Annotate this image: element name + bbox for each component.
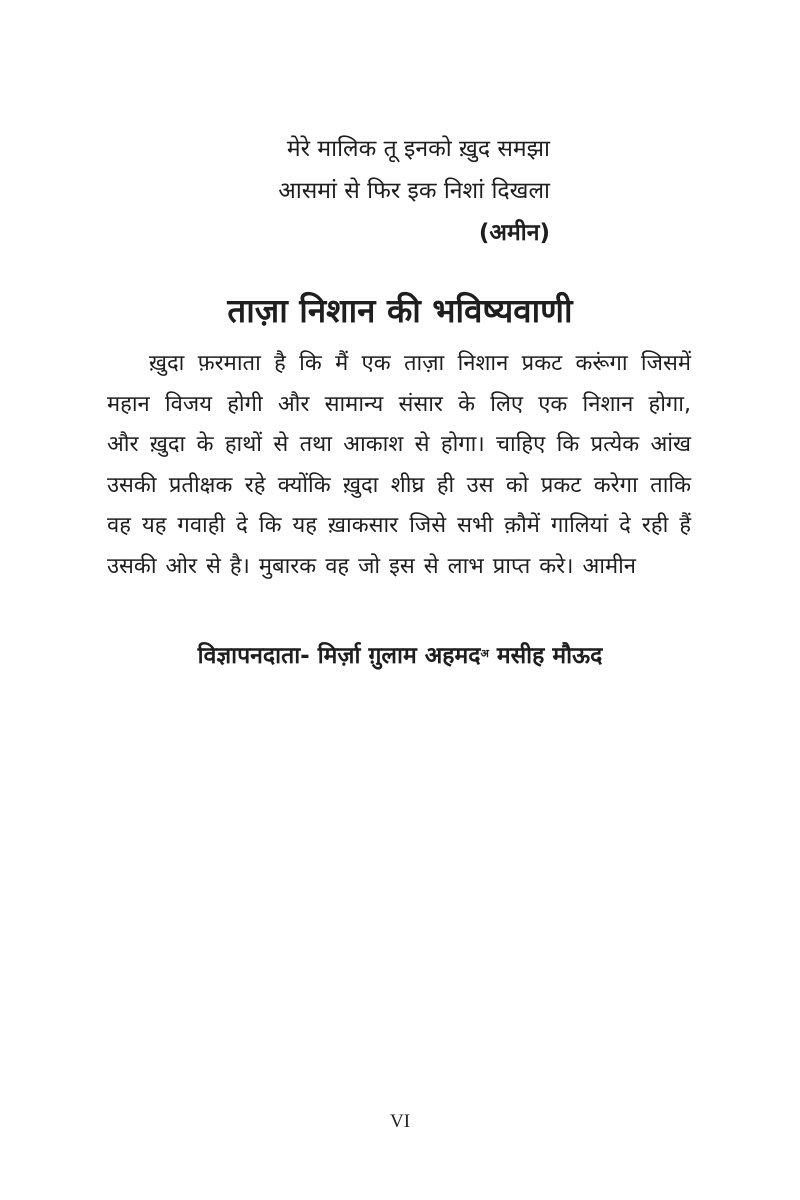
signature bbox=[0, 636, 800, 676]
poem-amen: (अमीन) bbox=[478, 220, 550, 246]
poem-line: आसमां से फिर इक निशां दिखला bbox=[278, 178, 550, 204]
paragraph-line: उसकी ओर से है। मुबारक वह जो इस से लाभ प्राप्त करे। आमीन bbox=[107, 553, 637, 579]
page-number: VI bbox=[389, 1111, 411, 1132]
paragraph-line: वह यह गवाही दे कि यह ख़ाकसार जिसे सभी क़ौमें गालियां दे रही हैं bbox=[107, 513, 691, 538]
paragraph-line: ख़ुदा फ़रमाता है कि मैं एक ताज़ा निशान प्रकट करूंगा जिसमें bbox=[149, 351, 691, 376]
signature-honorific: अ bbox=[480, 647, 489, 660]
section-heading: ताज़ा निशान की भविष्यवाणी bbox=[227, 291, 573, 330]
signature-text: विज्ञापनदाता- मिर्ज़ा ग़ुलाम अहमद bbox=[197, 643, 481, 669]
poem-block bbox=[0, 128, 550, 254]
paragraph-line: और ख़ुदा के हाथों से तथा आकाश से होगा। चाहिए कि प्रत्येक आंख bbox=[107, 432, 691, 457]
paragraph-line: महान विजय होगी और सामान्य संसार के लिए एक निशान होगा, bbox=[107, 391, 691, 417]
signature-title: मसीह मौऊद bbox=[488, 643, 603, 669]
poem-line: मेरे मालिक तू इनको ख़ुद समझा bbox=[286, 136, 550, 162]
body-paragraph bbox=[107, 344, 691, 587]
paragraph-line: उसकी प्रतीक्षक रहे क्योंकि ख़ुदा शीघ्र ही उस को प्रकट करेगा ताकि bbox=[107, 472, 691, 498]
